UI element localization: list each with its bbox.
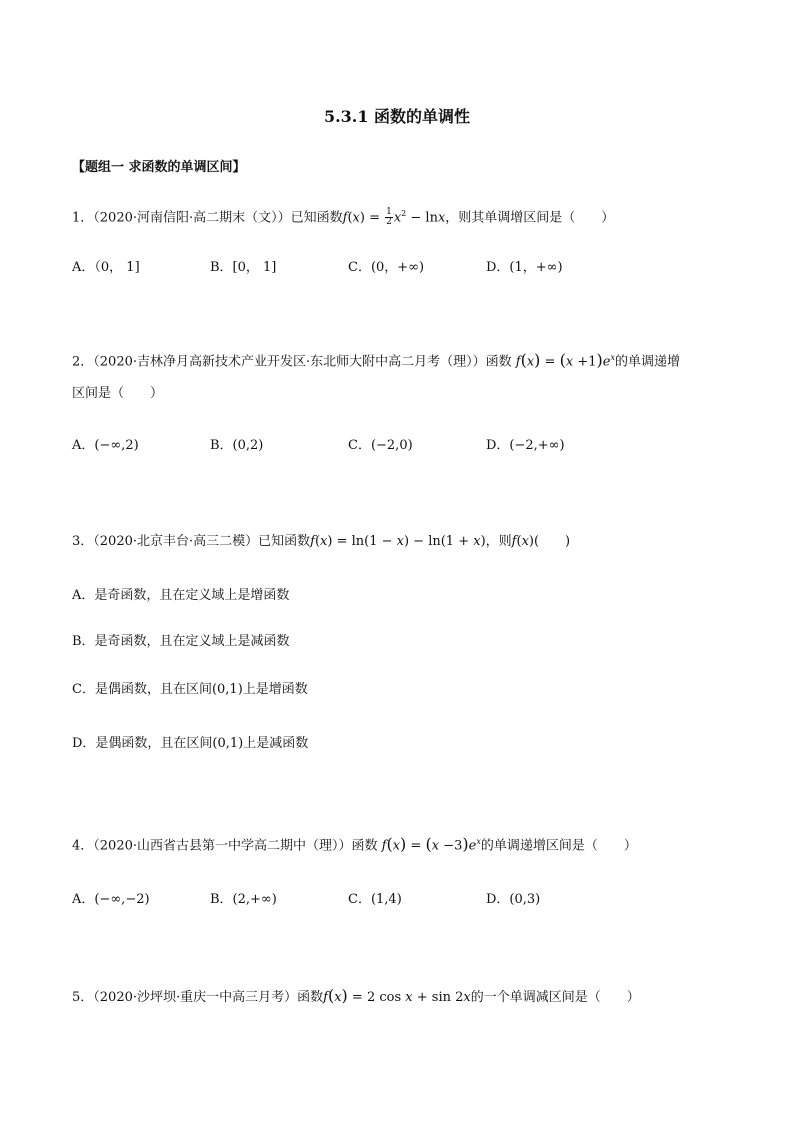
question-3-stem: 3．（2020·北京丰台·高三二模）已知函数f(x) = ln(1 − x) − ln(1 + x)，则f(x)( ): [72, 534, 571, 549]
question-3-option-d: D．是偶函数，且在区间(0,1)上是减函数: [72, 736, 309, 751]
question-2-option-a: A．(−∞,2): [72, 438, 139, 453]
group-heading: 【题组一 求函数的单调区间】: [72, 160, 246, 175]
question-2-formula: f: [511, 354, 521, 370]
question-4-stem: 4．（2020·山西省古县第一中学高二期中（理））函数 $f(x) = (x -3)e^x$的单调递增区间是（ ）: [72, 834, 637, 854]
page-title: 5.3.1 函数的单调性: [323, 107, 471, 126]
question-4-option-b: B．(2,+∞): [210, 892, 277, 907]
question-1-option-c: C．(0，+∞): [348, 260, 425, 275]
question-2-option-c: C．(−2,0): [348, 438, 413, 453]
fraction-one-half: $\frac{1}{2}$: [386, 207, 392, 228]
question-1-option-d: D．(1，+∞): [486, 260, 563, 275]
question-1-option-a: A．（0， 1]: [72, 260, 140, 275]
question-2-option-b: B．(0,2): [210, 438, 264, 453]
question-1-stem: 1．（2020·河南信阳·高二期末（文））已知函数f(x) = $\frac{1}{2}$ $x^2 - \ln x$，则其单调增区间是（ ）: [72, 207, 615, 228]
question-4-option-a: A．(−∞,−2): [72, 892, 150, 907]
question-5-formula: f: [323, 990, 328, 1005]
question-3-formula: f: [310, 534, 315, 549]
question-3-option-b: B．是奇函数，且在定义域上是减函数: [72, 634, 290, 649]
question-2-option-d: D．(−2,+∞): [486, 438, 565, 453]
question-5-stem: 5．（2020·沙坪坝·重庆一中高三月考）函数f(x) = 2 cos x + sin 2x的一个单调减区间是（ ）: [72, 986, 640, 1005]
question-3-option-a: A．是奇函数，且在定义域上是增函数: [72, 588, 290, 603]
question-3-formula-2: f: [511, 534, 517, 549]
question-2-stem: 2．（2020·吉林净月高新技术产业开发区·东北师大附中高二月考（理））函数 $f(x) = (x +1)e^x$的单调递增: [72, 350, 680, 370]
question-3-option-c: C．是偶函数，且在区间(0,1)上是增函数: [72, 682, 308, 697]
question-1-option-b: B．[0， 1]: [210, 260, 277, 275]
question-4-formula: f: [377, 838, 387, 854]
question-1-formula: f: [342, 210, 348, 226]
question-2-stem-line2: 区间是（ ）: [72, 386, 164, 401]
question-4-option-d: D．(0,3): [486, 892, 541, 907]
question-4-option-c: C．(1,4): [348, 892, 402, 907]
